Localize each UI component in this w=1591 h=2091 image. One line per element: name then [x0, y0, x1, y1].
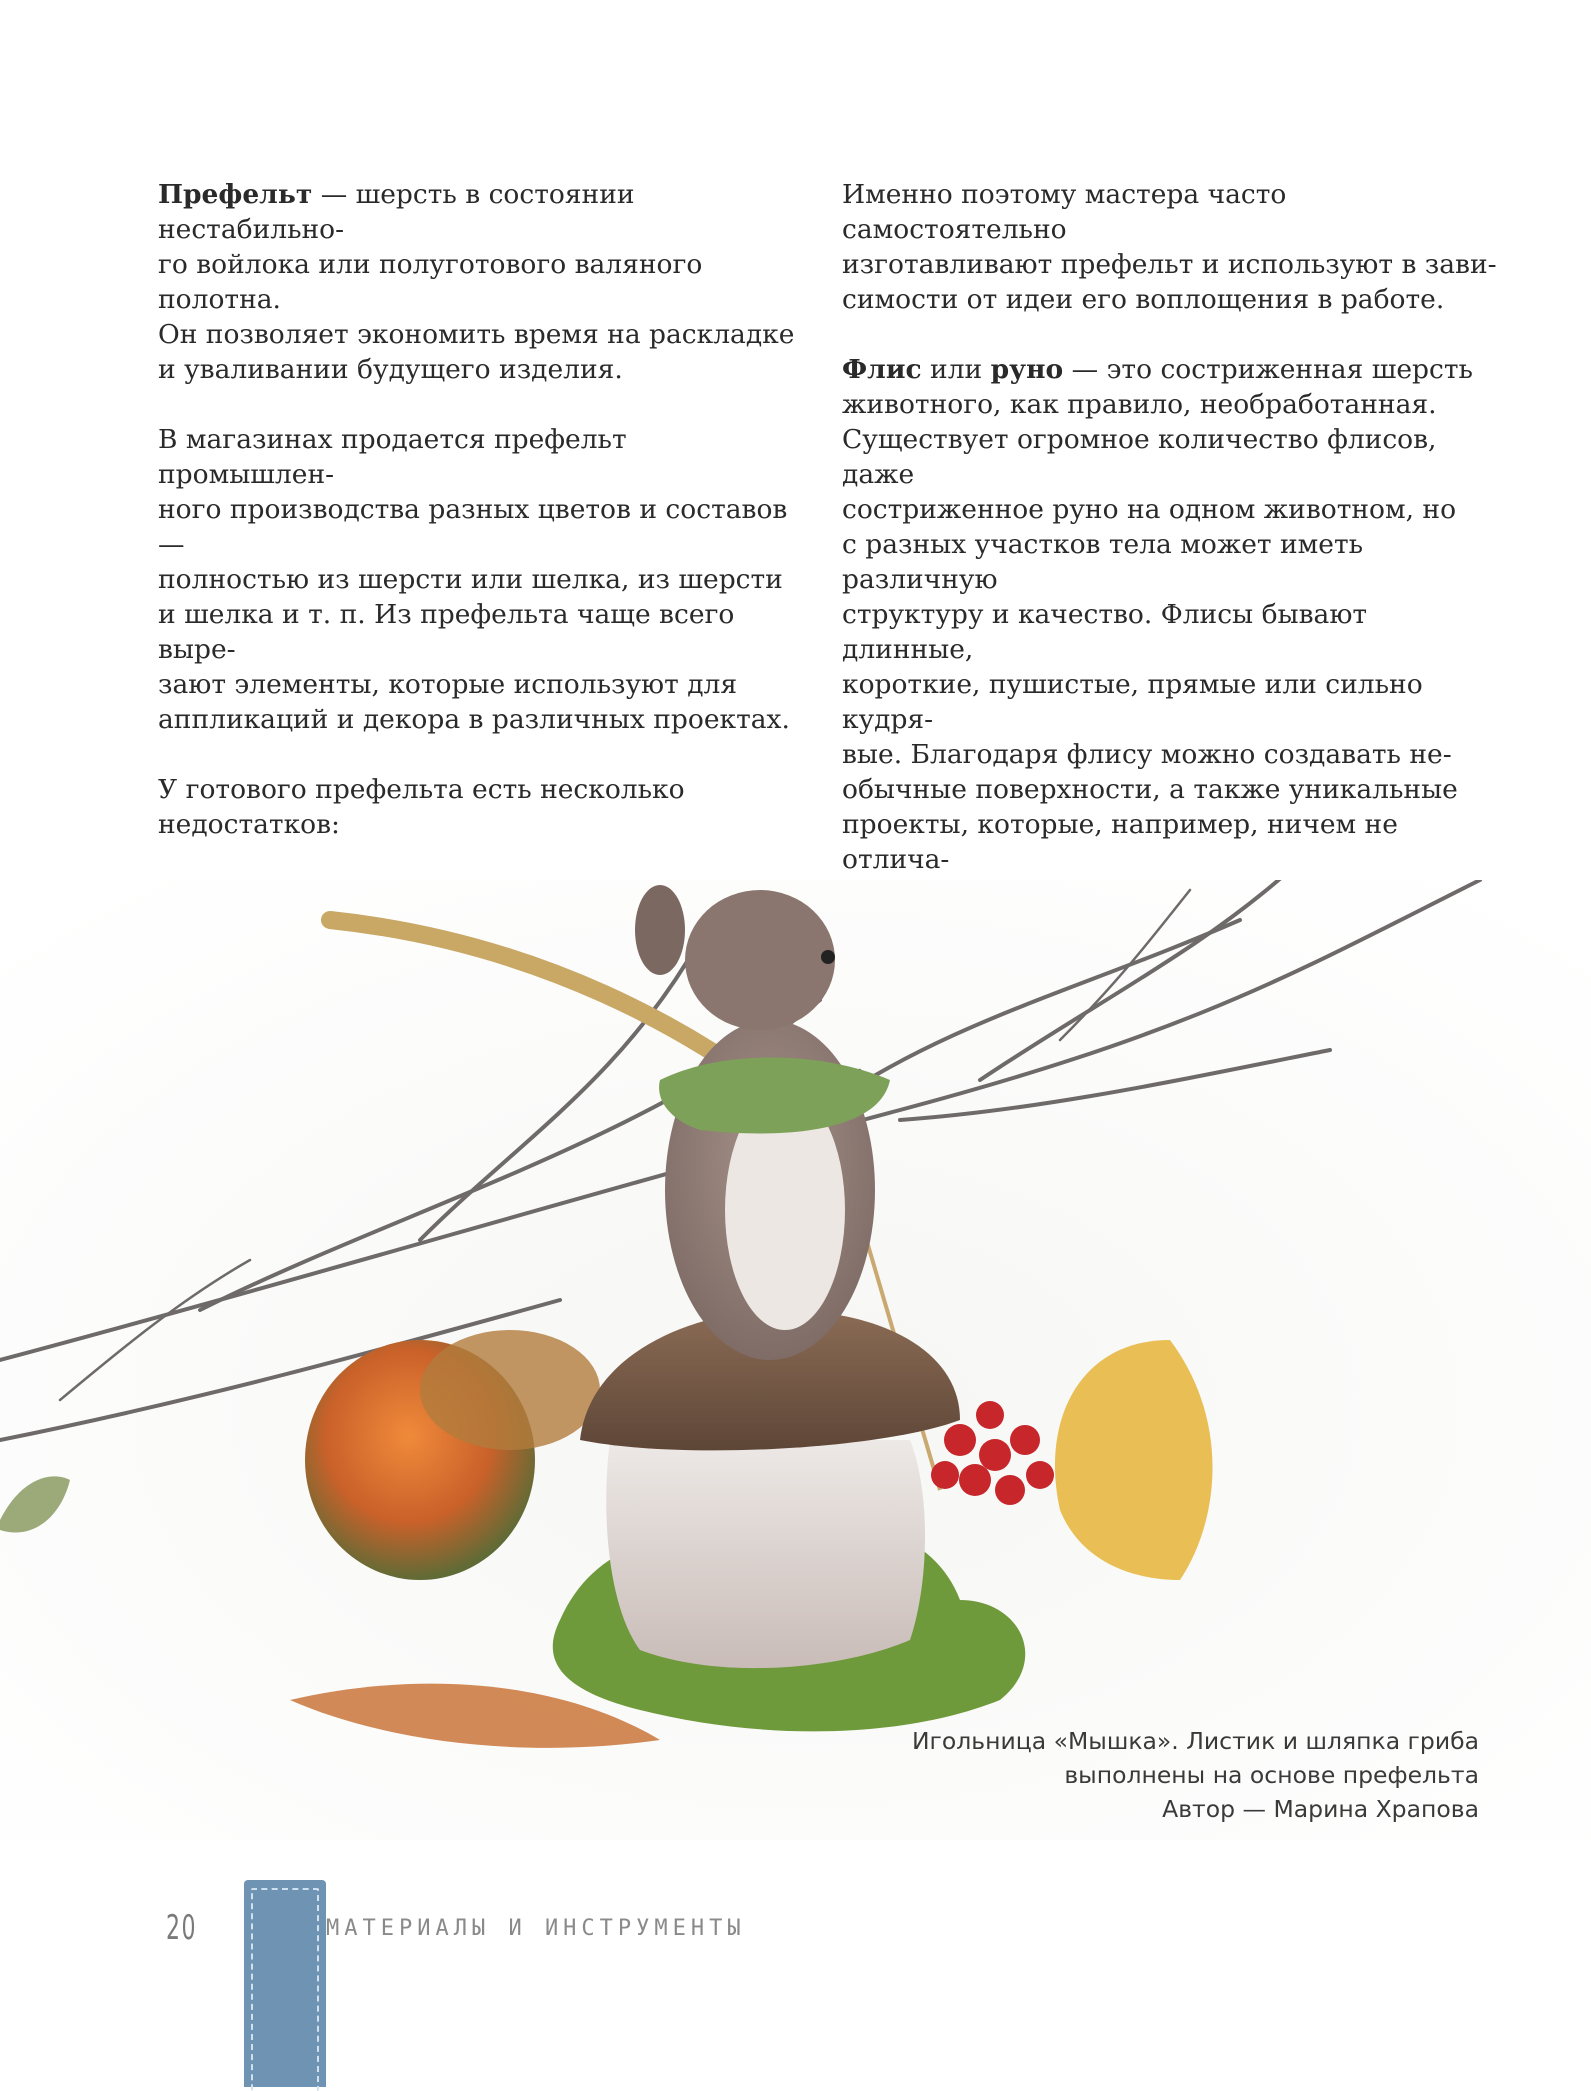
photo-caption	[779, 1724, 1479, 1826]
drawbacks-intro: У готового префельта есть несколько недостатков:	[158, 774, 685, 840]
section-tab	[244, 1880, 326, 2087]
right-column	[842, 177, 1502, 947]
masters-paragraph: Именно поэтому мастера часто самостоятельно изготавливают префельт и используют в зави- симости от идеи его воплощения в работе.	[842, 179, 1497, 315]
prefelt-definition: — шерсть в состоянии нестабильно- го войлока или полуготового валяного полотна. Он позволяет экономить время на раскладке и уваливании будущего изделия.	[158, 179, 795, 385]
felt-mouse-photo	[0, 880, 1591, 1840]
caption-author: Автор — Марина Храпова	[1162, 1795, 1479, 1823]
fleece-term-alt: руно	[990, 354, 1064, 385]
store-paragraph: В магазинах продается префельт промышлен- ного производства разных цветов и составов — полностью из шерсти или шелка, из шерсти и шелка и т. п. Из префельта чаще всего выре- зают элементы, которые используют для аппликаций и декора в различных проектах.	[158, 424, 790, 735]
page-number: 20	[166, 1908, 197, 1948]
caption-line: Игольница «Мышка». Листик и шляпка гриба	[911, 1727, 1479, 1755]
fleece-term: Флис	[842, 354, 922, 385]
prefelt-paragraph	[158, 177, 808, 387]
prefelt-term: Префельт	[158, 179, 313, 210]
caption-line: выполнены на основе префельта	[1064, 1761, 1479, 1789]
fleece-paragraph	[842, 352, 1502, 912]
fleece-or: или	[921, 354, 991, 385]
tab-stitching	[251, 1888, 319, 2091]
section-title: МАТЕРИАЛЫ И ИНСТРУМЕНТЫ	[326, 1916, 746, 1941]
fleece-definition: — это состриженная шерсть животного, как правило, необработанная. Существует огромное количество флисов, даже состриженное руно на одном животном, но с разных участков тела может иметь различную структуру и качество. Флисы бывают длинные, короткие, пушистые, прямые или сильно кудря- вые. Благодаря флису можно создавать не- обычные поверхности, а также уникальные проекты, которые, например, ничем не отлича-	[842, 354, 1473, 875]
mushroom-stem	[606, 1440, 925, 1668]
